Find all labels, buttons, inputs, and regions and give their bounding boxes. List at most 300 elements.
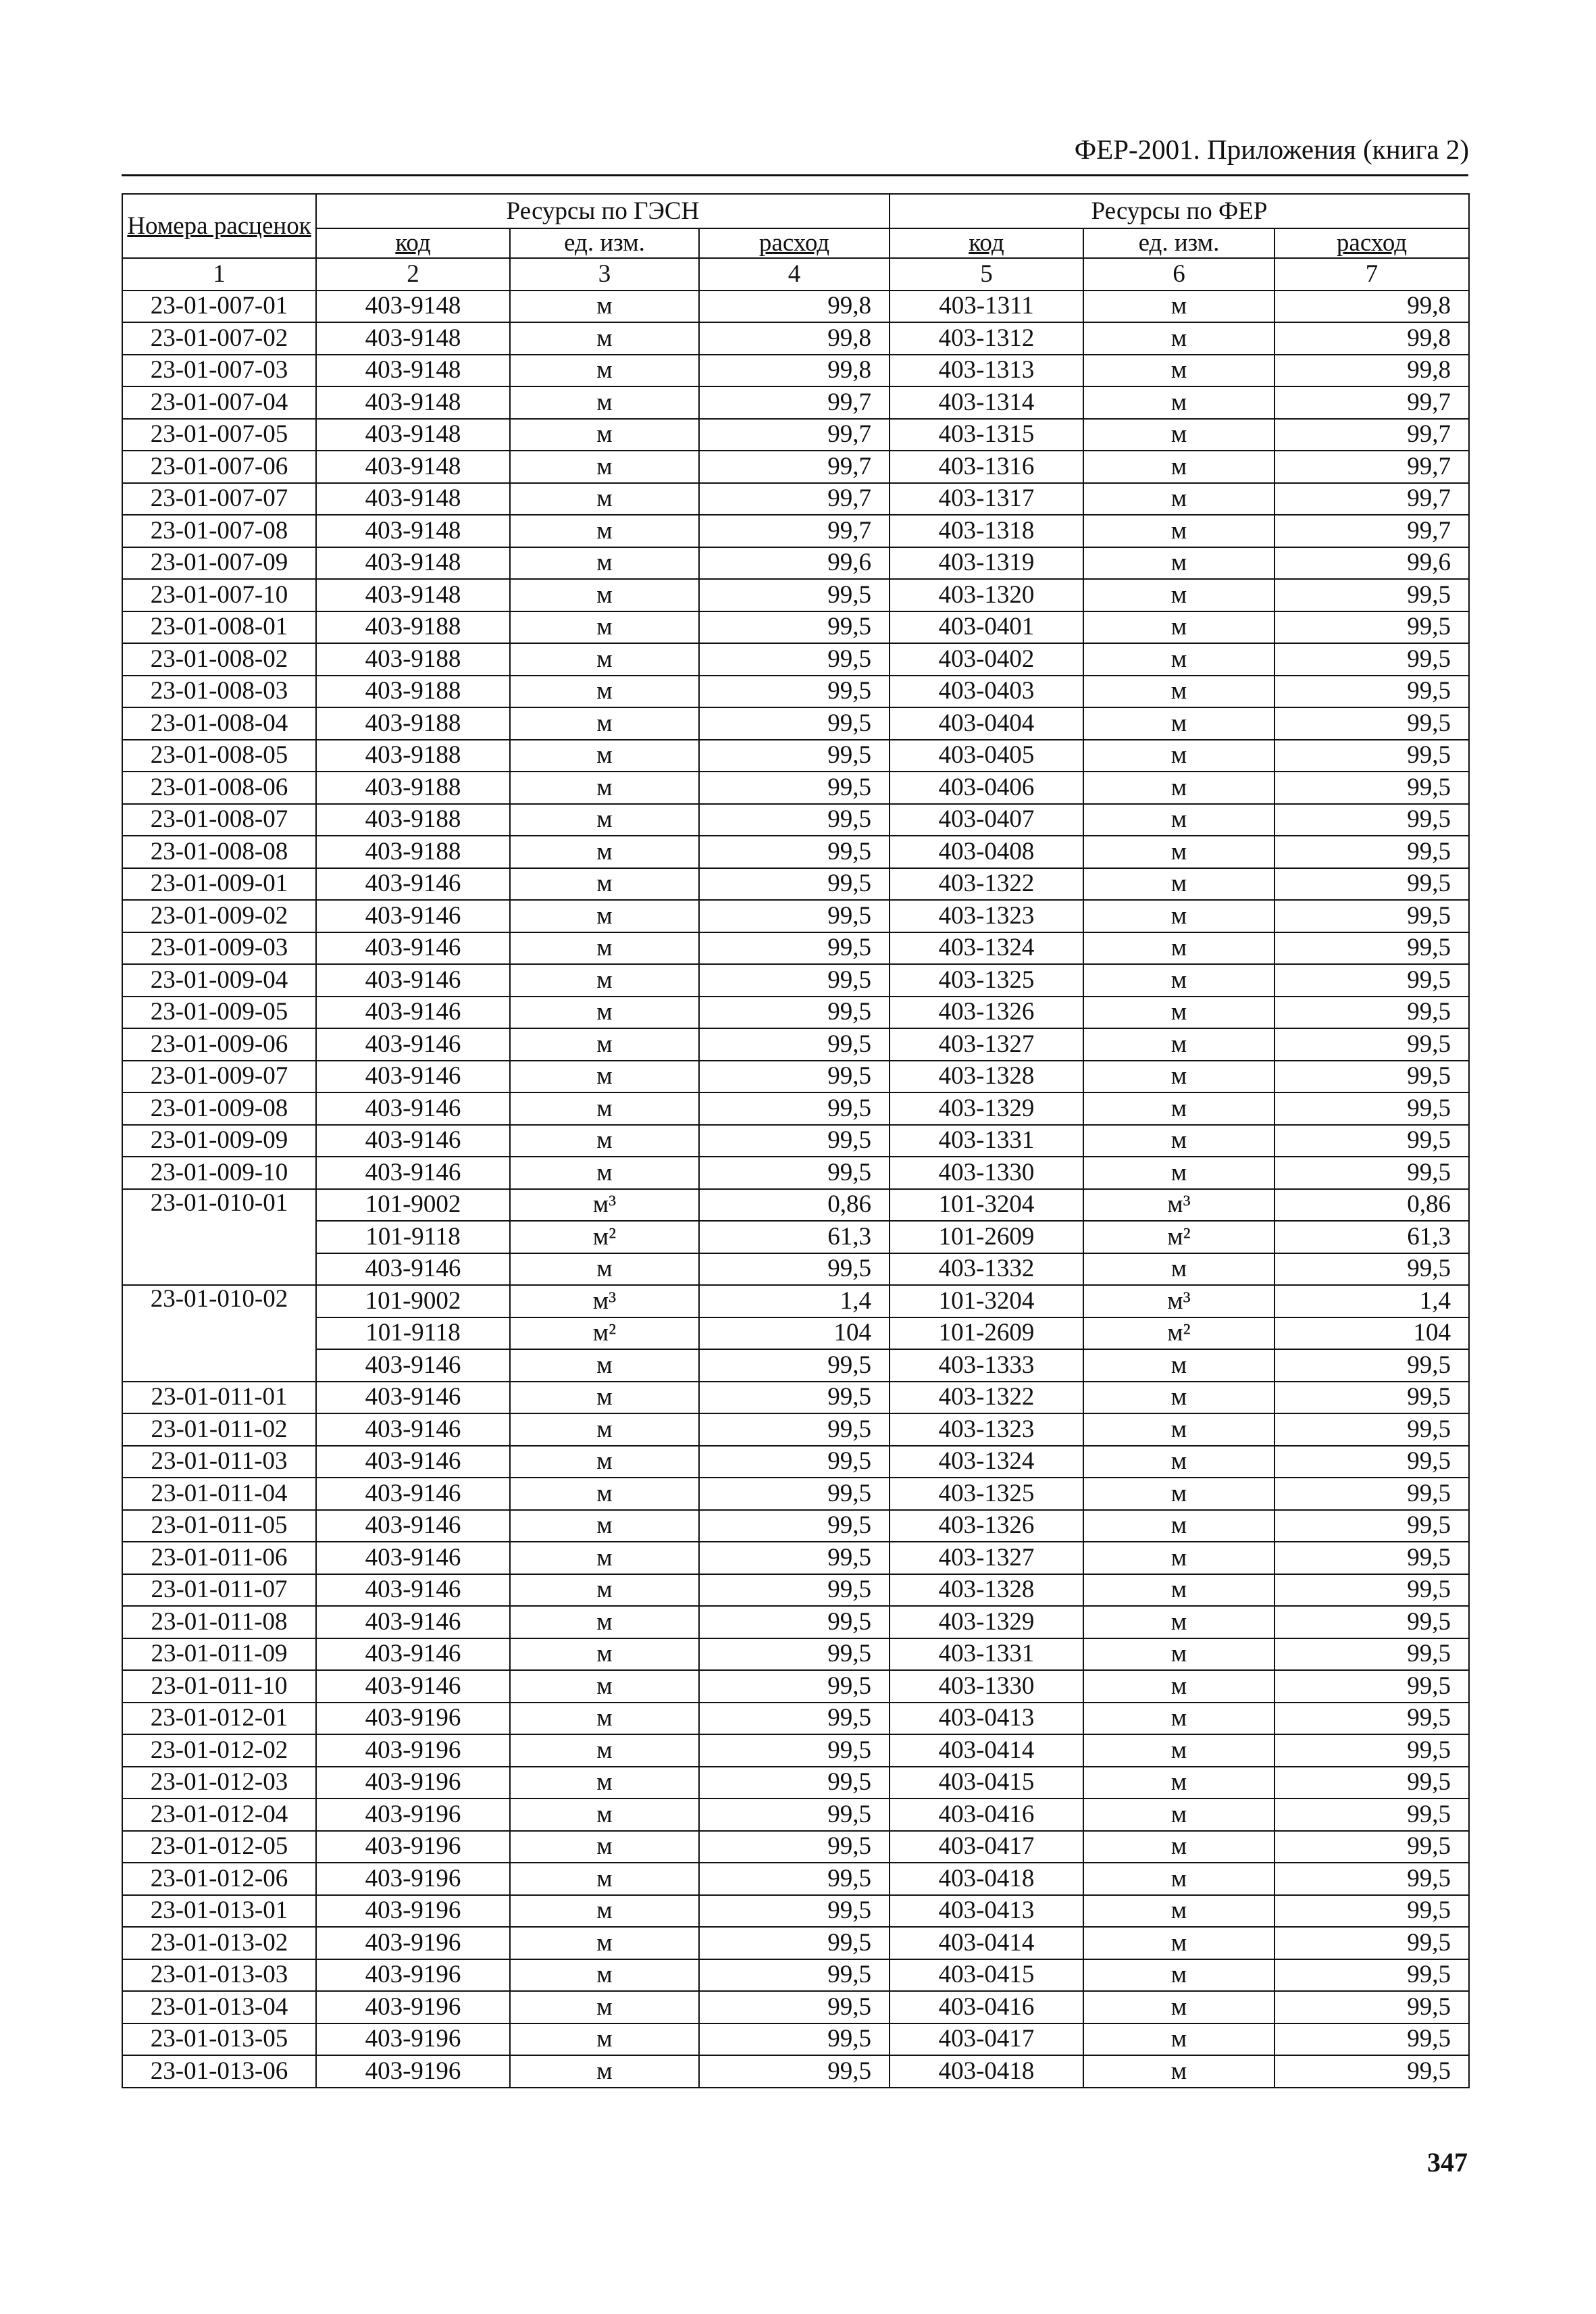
fer-consumption-cell: 99,5 <box>1275 1670 1469 1703</box>
gesn-consumption-cell: 99,5 <box>699 1510 890 1542</box>
fer-consumption-cell: 99,5 <box>1275 1542 1469 1574</box>
gesn-unit-cell: м <box>510 1606 699 1638</box>
fer-code-cell: 403-1312 <box>890 322 1083 355</box>
gesn-unit-cell: м <box>510 1092 699 1125</box>
table-row <box>122 1253 1469 1286</box>
fer-code-cell: 403-1316 <box>890 451 1083 483</box>
gesn-consumption-cell: 99,5 <box>699 1831 890 1863</box>
fer-consumption-cell: 99,5 <box>1275 836 1469 868</box>
fer-code-cell: 403-0407 <box>890 804 1083 836</box>
gesn-code-cell: 403-9146 <box>316 900 510 932</box>
fer-unit-cell: м <box>1083 1606 1275 1638</box>
rate-number-cell: 23-01-011-06 <box>122 1542 316 1574</box>
gesn-unit-cell: м <box>510 1799 699 1831</box>
rate-number-cell: 23-01-010-02 <box>122 1285 316 1382</box>
rate-number-cell: 23-01-008-08 <box>122 836 316 868</box>
rate-number-cell: 23-01-013-01 <box>122 1895 316 1928</box>
gesn-unit-cell: м <box>510 1895 699 1928</box>
gesn-unit-cell: м <box>510 1831 699 1863</box>
fer-consumption-cell: 99,5 <box>1275 932 1469 965</box>
rate-number-cell: 23-01-008-01 <box>122 611 316 644</box>
fer-code-cell: 403-0415 <box>890 1767 1083 1799</box>
gesn-code-cell: 403-9196 <box>316 1734 510 1767</box>
fer-code-cell: 403-1325 <box>890 1478 1083 1510</box>
rate-number-cell: 23-01-009-05 <box>122 997 316 1029</box>
fer-code-cell: 403-1331 <box>890 1638 1083 1671</box>
gesn-code-cell: 403-9146 <box>316 1349 510 1382</box>
fer-unit-cell: м <box>1083 1446 1275 1478</box>
table-row <box>122 1638 1469 1671</box>
col-header-fer-consumption: расход <box>1275 228 1469 258</box>
gesn-consumption-cell: 99,5 <box>699 1574 890 1607</box>
rate-number-cell: 23-01-013-02 <box>122 1927 316 1959</box>
fer-unit-cell: м <box>1083 1510 1275 1542</box>
fer-code-cell: 403-0408 <box>890 836 1083 868</box>
rate-number-cell: 23-01-010-01 <box>122 1189 316 1286</box>
gesn-consumption-cell: 1,4 <box>699 1285 890 1317</box>
gesn-consumption-cell: 99,5 <box>699 1446 890 1478</box>
rate-number-cell: 23-01-012-01 <box>122 1703 316 1735</box>
gesn-consumption-cell: 99,5 <box>699 1991 890 2023</box>
table-row <box>122 419 1469 451</box>
gesn-unit-cell: м <box>510 1382 699 1414</box>
gesn-unit-cell: м <box>510 1125 699 1157</box>
gesn-consumption-cell: 99,5 <box>699 1799 890 1831</box>
fer-code-cell: 403-0413 <box>890 1895 1083 1928</box>
rate-number-cell: 23-01-009-08 <box>122 1092 316 1125</box>
gesn-consumption-cell: 99,5 <box>699 1413 890 1446</box>
table-row <box>122 1125 1469 1157</box>
fer-unit-cell: м <box>1083 868 1275 901</box>
fer-unit-cell: м <box>1083 1157 1275 1189</box>
gesn-unit-cell: м <box>510 643 699 676</box>
fer-consumption-cell: 99,5 <box>1275 1831 1469 1863</box>
fer-unit-cell: м <box>1083 547 1275 580</box>
table-row <box>122 1157 1469 1189</box>
table-row <box>122 707 1469 740</box>
gesn-unit-cell: м² <box>510 1317 699 1350</box>
gesn-unit-cell: м <box>510 515 699 547</box>
table-row <box>122 1767 1469 1799</box>
fer-unit-cell: м <box>1083 707 1275 740</box>
page-number: 347 <box>1427 2147 1468 2178</box>
fer-unit-cell: м <box>1083 1061 1275 1093</box>
fer-code-cell: 403-0413 <box>890 1703 1083 1735</box>
gesn-code-cell: 403-9146 <box>316 1157 510 1189</box>
fer-consumption-cell: 99,5 <box>1275 804 1469 836</box>
fer-consumption-cell: 99,6 <box>1275 547 1469 580</box>
gesn-consumption-cell: 99,5 <box>699 1895 890 1928</box>
gesn-code-cell: 101-9002 <box>316 1285 510 1317</box>
fer-unit-cell: м <box>1083 1959 1275 1992</box>
gesn-code-cell: 403-9196 <box>316 1959 510 1992</box>
fer-code-cell: 403-0401 <box>890 611 1083 644</box>
gesn-unit-cell: м <box>510 1061 699 1093</box>
fer-consumption-cell: 99,7 <box>1275 419 1469 451</box>
fer-unit-cell: м <box>1083 515 1275 547</box>
fer-unit-cell: м² <box>1083 1317 1275 1350</box>
fer-consumption-cell: 99,5 <box>1275 1125 1469 1157</box>
fer-code-cell: 403-1323 <box>890 1413 1083 1446</box>
gesn-unit-cell: м <box>510 707 699 740</box>
gesn-consumption-cell: 99,5 <box>699 2055 890 2088</box>
fer-unit-cell: м³ <box>1083 1189 1275 1222</box>
fer-code-cell: 403-1322 <box>890 1382 1083 1414</box>
fer-consumption-cell: 99,5 <box>1275 2055 1469 2088</box>
fer-unit-cell: м <box>1083 1638 1275 1671</box>
gesn-unit-cell: м³ <box>510 1189 699 1222</box>
fer-unit-cell: м <box>1083 1092 1275 1125</box>
gesn-code-cell: 403-9196 <box>316 2055 510 2088</box>
gesn-consumption-cell: 99,5 <box>699 1478 890 1510</box>
gesn-consumption-cell: 61,3 <box>699 1221 890 1253</box>
fer-unit-cell: м <box>1083 836 1275 868</box>
rate-number-cell: 23-01-011-03 <box>122 1446 316 1478</box>
fer-consumption-cell: 99,5 <box>1275 1092 1469 1125</box>
gesn-unit-cell: м <box>510 900 699 932</box>
rate-number-cell: 23-01-012-03 <box>122 1767 316 1799</box>
fer-unit-cell: м <box>1083 1670 1275 1703</box>
gesn-code-cell: 403-9146 <box>316 932 510 965</box>
fer-consumption-cell: 99,8 <box>1275 291 1469 323</box>
fer-consumption-cell: 99,5 <box>1275 1157 1469 1189</box>
fer-consumption-cell: 99,5 <box>1275 964 1469 997</box>
gesn-unit-cell: м <box>510 1028 699 1061</box>
gesn-consumption-cell: 99,5 <box>699 932 890 965</box>
fer-consumption-cell: 99,7 <box>1275 386 1469 419</box>
gesn-consumption-cell: 99,5 <box>699 772 890 804</box>
table-row <box>122 964 1469 997</box>
table-row <box>122 386 1469 419</box>
col-number: 3 <box>510 258 699 291</box>
fer-code-cell: 403-1315 <box>890 419 1083 451</box>
gesn-consumption-cell: 99,5 <box>699 997 890 1029</box>
gesn-unit-cell: м <box>510 1349 699 1382</box>
gesn-code-cell: 403-9146 <box>316 1092 510 1125</box>
gesn-unit-cell: м <box>510 836 699 868</box>
fer-consumption-cell: 1,4 <box>1275 1285 1469 1317</box>
table-row <box>122 1349 1469 1382</box>
fer-code-cell: 403-0416 <box>890 1799 1083 1831</box>
table-row <box>122 1670 1469 1703</box>
gesn-consumption-cell: 99,5 <box>699 1863 890 1895</box>
fer-code-cell: 403-1325 <box>890 964 1083 997</box>
fer-unit-cell: м <box>1083 643 1275 676</box>
gesn-code-cell: 403-9146 <box>316 1670 510 1703</box>
fer-code-cell: 403-0405 <box>890 740 1083 772</box>
rate-number-cell: 23-01-008-07 <box>122 804 316 836</box>
gesn-code-cell: 403-9146 <box>316 1638 510 1671</box>
gesn-code-cell: 403-9146 <box>316 868 510 901</box>
gesn-unit-cell: м <box>510 419 699 451</box>
gesn-consumption-cell: 99,5 <box>699 740 890 772</box>
fer-consumption-cell: 99,5 <box>1275 1061 1469 1093</box>
fer-code-cell: 403-1319 <box>890 547 1083 580</box>
fer-unit-cell: м <box>1083 419 1275 451</box>
fer-code-cell: 403-1327 <box>890 1542 1083 1574</box>
table-row <box>122 451 1469 483</box>
resource-table <box>122 193 1470 2088</box>
table-row <box>122 1317 1469 1350</box>
rate-number-cell: 23-01-008-06 <box>122 772 316 804</box>
fer-consumption-cell: 99,7 <box>1275 451 1469 483</box>
gesn-unit-cell: м <box>510 2055 699 2088</box>
gesn-code-cell: 403-9148 <box>316 579 510 611</box>
col-number: 4 <box>699 258 890 291</box>
rate-number-cell: 23-01-007-06 <box>122 451 316 483</box>
fer-unit-cell: м³ <box>1083 1285 1275 1317</box>
fer-consumption-cell: 99,5 <box>1275 676 1469 708</box>
table-row <box>122 1703 1469 1735</box>
rate-number-cell: 23-01-008-05 <box>122 740 316 772</box>
rate-number-cell: 23-01-009-10 <box>122 1157 316 1189</box>
gesn-consumption-cell: 99,5 <box>699 1606 890 1638</box>
fer-unit-cell: м <box>1083 932 1275 965</box>
group-header-fer: Ресурсы по ФЕР <box>890 194 1469 228</box>
fer-unit-cell: м <box>1083 2055 1275 2088</box>
rate-number-cell: 23-01-009-01 <box>122 868 316 901</box>
table-row <box>122 1895 1469 1928</box>
fer-code-cell: 403-1317 <box>890 483 1083 515</box>
col-header-rate-numbers: Номера расценок <box>122 194 316 258</box>
fer-unit-cell: м <box>1083 579 1275 611</box>
gesn-consumption-cell: 99,7 <box>699 451 890 483</box>
fer-consumption-cell: 99,5 <box>1275 1767 1469 1799</box>
gesn-code-cell: 403-9188 <box>316 836 510 868</box>
gesn-consumption-cell: 99,5 <box>699 1638 890 1671</box>
gesn-unit-cell: м <box>510 997 699 1029</box>
gesn-code-cell: 403-9146 <box>316 1413 510 1446</box>
fer-consumption-cell: 99,5 <box>1275 1799 1469 1831</box>
col-number: 2 <box>316 258 510 291</box>
gesn-consumption-cell: 99,7 <box>699 483 890 515</box>
fer-code-cell: 403-1313 <box>890 355 1083 387</box>
fer-code-cell: 403-0404 <box>890 707 1083 740</box>
fer-consumption-cell: 99,5 <box>1275 1638 1469 1671</box>
fer-unit-cell: м <box>1083 386 1275 419</box>
table-row <box>122 2023 1469 2056</box>
rate-number-cell: 23-01-007-07 <box>122 483 316 515</box>
col-number: 1 <box>122 258 316 291</box>
fer-code-cell: 403-0402 <box>890 643 1083 676</box>
rate-number-cell: 23-01-013-06 <box>122 2055 316 2088</box>
fer-consumption-cell: 99,5 <box>1275 1349 1469 1382</box>
gesn-code-cell: 403-9148 <box>316 322 510 355</box>
gesn-unit-cell: м <box>510 1703 699 1735</box>
rate-number-cell: 23-01-007-03 <box>122 355 316 387</box>
fer-code-cell: 101-3204 <box>890 1189 1083 1222</box>
table-row <box>122 1413 1469 1446</box>
col-header-gesn-code: код <box>316 228 510 258</box>
fer-code-cell: 403-1324 <box>890 932 1083 965</box>
gesn-unit-cell: м <box>510 740 699 772</box>
rate-number-cell: 23-01-008-02 <box>122 643 316 676</box>
fer-code-cell: 101-2609 <box>890 1317 1083 1350</box>
fer-consumption-cell: 99,5 <box>1275 1927 1469 1959</box>
gesn-code-cell: 101-9002 <box>316 1189 510 1222</box>
rate-number-cell: 23-01-013-05 <box>122 2023 316 2056</box>
table-row <box>122 2055 1469 2088</box>
table-row <box>122 676 1469 708</box>
gesn-code-cell: 403-9146 <box>316 1253 510 1286</box>
fer-code-cell: 403-1331 <box>890 1125 1083 1157</box>
rate-number-cell: 23-01-009-04 <box>122 964 316 997</box>
gesn-consumption-cell: 99,5 <box>699 1703 890 1735</box>
rate-number-cell: 23-01-009-02 <box>122 900 316 932</box>
fer-unit-cell: м <box>1083 1799 1275 1831</box>
fer-code-cell: 403-1314 <box>890 386 1083 419</box>
fer-unit-cell: м <box>1083 483 1275 515</box>
fer-consumption-cell: 99,5 <box>1275 2023 1469 2056</box>
col-header-fer-code: код <box>890 228 1083 258</box>
fer-code-cell: 403-1330 <box>890 1157 1083 1189</box>
table-row <box>122 836 1469 868</box>
gesn-code-cell: 403-9148 <box>316 419 510 451</box>
fer-consumption-cell: 99,5 <box>1275 1028 1469 1061</box>
gesn-unit-cell: м <box>510 1734 699 1767</box>
table-row <box>122 1285 1469 1317</box>
fer-unit-cell: м <box>1083 1413 1275 1446</box>
table-row <box>122 1446 1469 1478</box>
rate-number-cell: 23-01-009-07 <box>122 1061 316 1093</box>
fer-consumption-cell: 99,5 <box>1275 900 1469 932</box>
rate-number-cell: 23-01-009-09 <box>122 1125 316 1157</box>
fer-unit-cell: м <box>1083 1991 1275 2023</box>
fer-unit-cell: м <box>1083 1767 1275 1799</box>
rate-number-cell: 23-01-013-03 <box>122 1959 316 1992</box>
fer-consumption-cell: 99,5 <box>1275 1253 1469 1286</box>
gesn-unit-cell: м <box>510 451 699 483</box>
gesn-code-cell: 403-9146 <box>316 1382 510 1414</box>
gesn-code-cell: 403-9148 <box>316 451 510 483</box>
gesn-code-cell: 101-9118 <box>316 1221 510 1253</box>
fer-unit-cell: м <box>1083 1895 1275 1928</box>
gesn-consumption-cell: 99,5 <box>699 2023 890 2056</box>
fer-unit-cell: м <box>1083 322 1275 355</box>
gesn-unit-cell: м³ <box>510 1285 699 1317</box>
gesn-consumption-cell: 99,7 <box>699 386 890 419</box>
gesn-unit-cell: м <box>510 1478 699 1510</box>
gesn-unit-cell: м <box>510 483 699 515</box>
gesn-consumption-cell: 99,5 <box>699 1092 890 1125</box>
fer-code-cell: 403-1322 <box>890 868 1083 901</box>
gesn-code-cell: 403-9188 <box>316 611 510 644</box>
rate-number-cell: 23-01-007-10 <box>122 579 316 611</box>
gesn-consumption-cell: 99,5 <box>699 1767 890 1799</box>
rate-number-cell: 23-01-011-01 <box>122 1382 316 1414</box>
col-header-gesn-unit: ед. изм. <box>510 228 699 258</box>
rate-number-cell: 23-01-007-08 <box>122 515 316 547</box>
gesn-unit-cell: м <box>510 1670 699 1703</box>
rate-number-cell: 23-01-011-07 <box>122 1574 316 1607</box>
gesn-consumption-cell: 99,5 <box>699 1542 890 1574</box>
gesn-consumption-cell: 99,5 <box>699 900 890 932</box>
gesn-consumption-cell: 99,7 <box>699 419 890 451</box>
fer-unit-cell: м <box>1083 997 1275 1029</box>
fer-consumption-cell: 99,5 <box>1275 1478 1469 1510</box>
gesn-consumption-cell: 99,8 <box>699 322 890 355</box>
gesn-unit-cell: м <box>510 1927 699 1959</box>
table-row <box>122 1061 1469 1093</box>
rate-number-cell: 23-01-007-01 <box>122 291 316 323</box>
gesn-unit-cell: м <box>510 1959 699 1992</box>
table-row <box>122 579 1469 611</box>
fer-consumption-cell: 99,8 <box>1275 355 1469 387</box>
gesn-code-cell: 403-9148 <box>316 291 510 323</box>
table-row <box>122 1734 1469 1767</box>
fer-consumption-cell: 99,5 <box>1275 1446 1469 1478</box>
gesn-unit-cell: м <box>510 1542 699 1574</box>
fer-code-cell: 403-0418 <box>890 1863 1083 1895</box>
fer-consumption-cell: 99,5 <box>1275 1895 1469 1928</box>
gesn-unit-cell: м <box>510 804 699 836</box>
rate-number-cell: 23-01-007-04 <box>122 386 316 419</box>
fer-unit-cell: м <box>1083 1253 1275 1286</box>
gesn-code-cell: 403-9188 <box>316 740 510 772</box>
table-row <box>122 740 1469 772</box>
gesn-consumption-cell: 99,8 <box>699 291 890 323</box>
gesn-consumption-cell: 99,5 <box>699 1734 890 1767</box>
rate-number-cell: 23-01-011-10 <box>122 1670 316 1703</box>
gesn-unit-cell: м <box>510 355 699 387</box>
fer-consumption-cell: 99,5 <box>1275 1413 1469 1446</box>
header-rule <box>122 174 1468 176</box>
fer-unit-cell: м <box>1083 291 1275 323</box>
fer-unit-cell: м <box>1083 900 1275 932</box>
fer-code-cell: 403-1311 <box>890 291 1083 323</box>
gesn-code-cell: 403-9188 <box>316 676 510 708</box>
fer-consumption-cell: 99,5 <box>1275 1382 1469 1414</box>
gesn-unit-cell: м <box>510 579 699 611</box>
fer-consumption-cell: 99,5 <box>1275 1991 1469 2023</box>
fer-consumption-cell: 99,5 <box>1275 1703 1469 1735</box>
rate-number-cell: 23-01-007-09 <box>122 547 316 580</box>
table-row <box>122 772 1469 804</box>
rate-number-cell: 23-01-011-09 <box>122 1638 316 1671</box>
gesn-unit-cell: м <box>510 964 699 997</box>
col-number: 6 <box>1083 258 1275 291</box>
table-row <box>122 900 1469 932</box>
fer-consumption-cell: 99,5 <box>1275 579 1469 611</box>
fer-consumption-cell: 99,7 <box>1275 515 1469 547</box>
gesn-code-cell: 101-9118 <box>316 1317 510 1350</box>
gesn-code-cell: 403-9188 <box>316 643 510 676</box>
gesn-consumption-cell: 99,5 <box>699 643 890 676</box>
table-head <box>122 194 1469 291</box>
fer-unit-cell: м <box>1083 772 1275 804</box>
fer-code-cell: 403-1318 <box>890 515 1083 547</box>
fer-consumption-cell: 99,5 <box>1275 707 1469 740</box>
gesn-code-cell: 403-9196 <box>316 1831 510 1863</box>
table-row <box>122 804 1469 836</box>
table-row <box>122 1574 1469 1607</box>
rate-number-cell: 23-01-012-05 <box>122 1831 316 1863</box>
table-row <box>122 1478 1469 1510</box>
fer-unit-cell: м <box>1083 1703 1275 1735</box>
fer-consumption-cell: 99,5 <box>1275 1574 1469 1607</box>
fer-code-cell: 403-1324 <box>890 1446 1083 1478</box>
fer-unit-cell: м <box>1083 1542 1275 1574</box>
running-header: ФЕР-2001. Приложения (книга 2) <box>1074 134 1469 165</box>
gesn-consumption-cell: 99,5 <box>699 1253 890 1286</box>
rate-number-cell: 23-01-011-05 <box>122 1510 316 1542</box>
gesn-code-cell: 403-9146 <box>316 1061 510 1093</box>
fer-unit-cell: м <box>1083 1927 1275 1959</box>
fer-unit-cell: м <box>1083 964 1275 997</box>
table-row <box>122 547 1469 580</box>
fer-code-cell: 403-0414 <box>890 1734 1083 1767</box>
gesn-unit-cell: м <box>510 772 699 804</box>
